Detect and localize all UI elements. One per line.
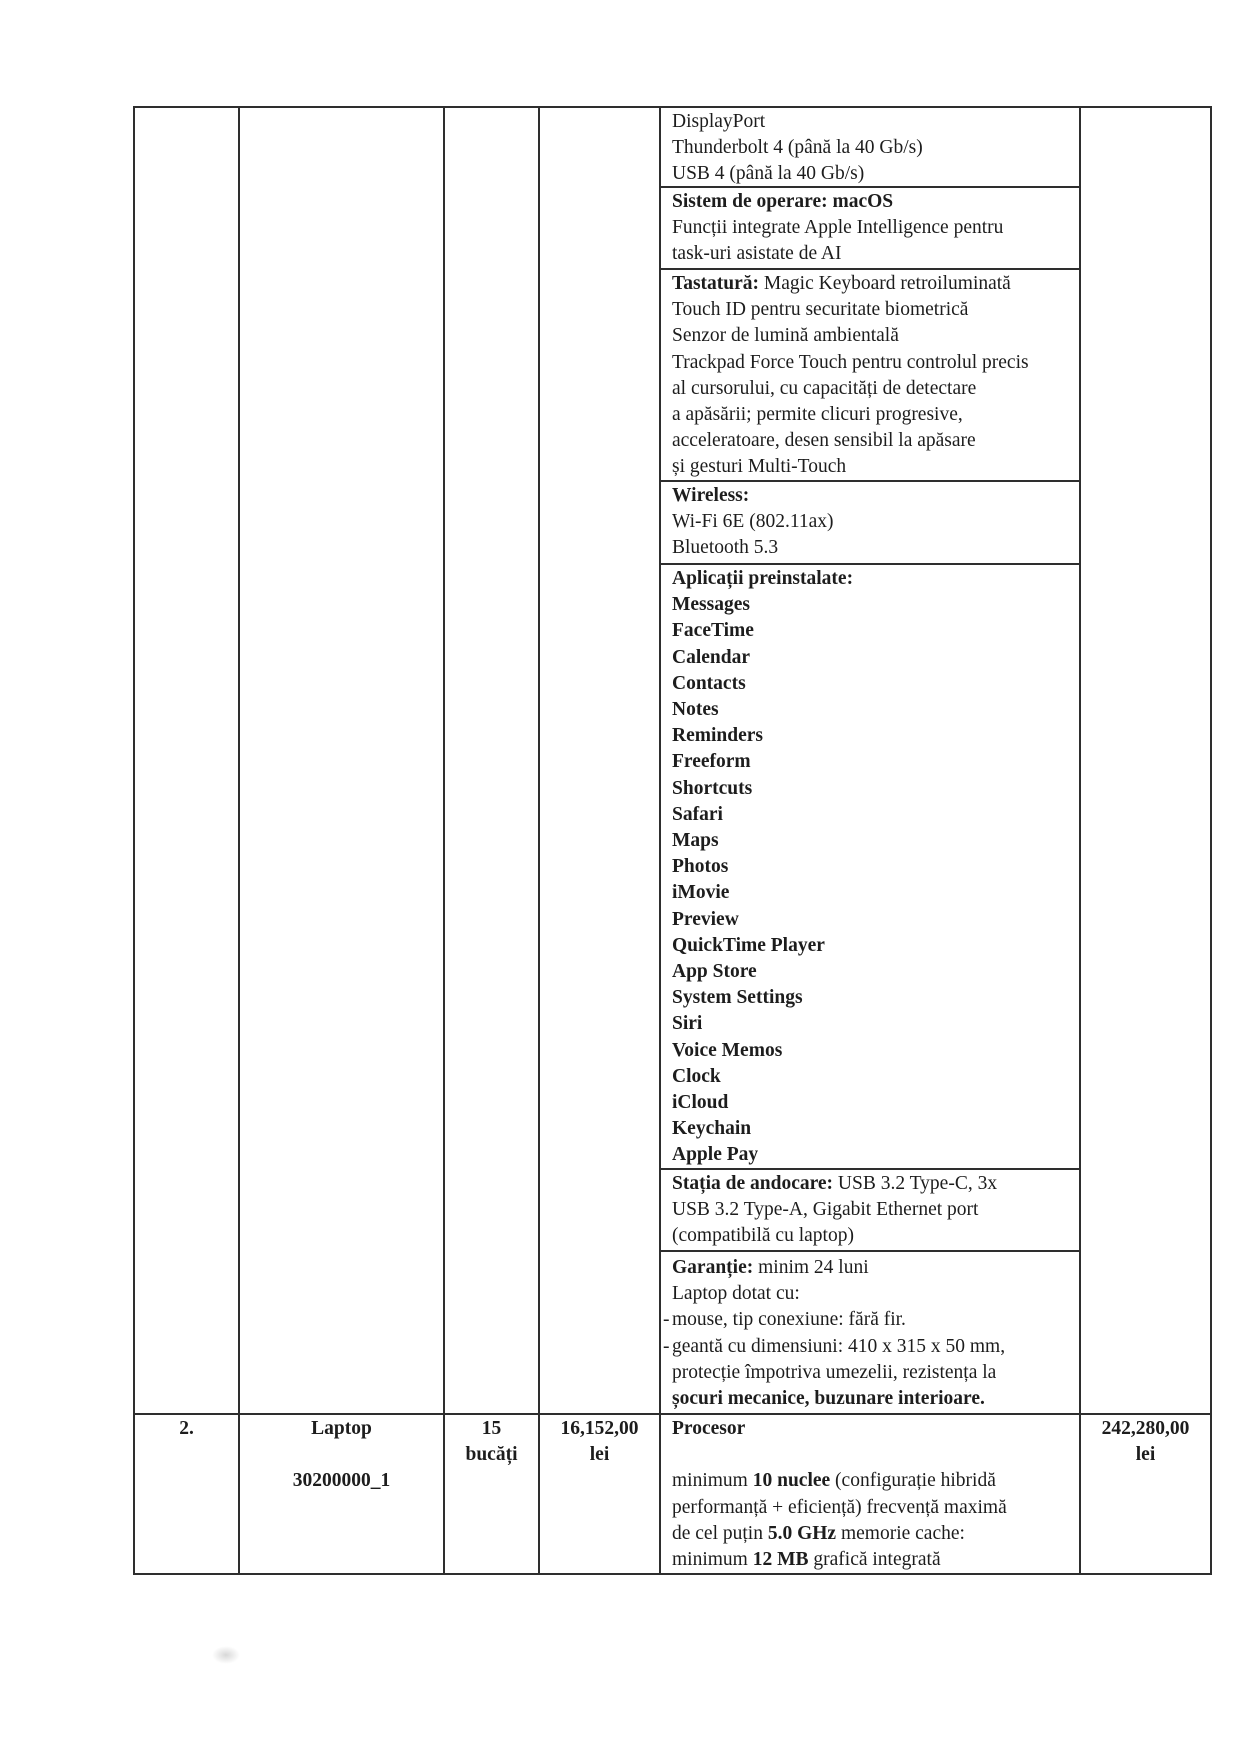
procurement-spec-table xyxy=(133,106,1212,1575)
text-segment: FaceTime xyxy=(672,620,754,642)
text-segment: USB 4 (până la 40 Gb/s) xyxy=(672,163,865,185)
spec-line xyxy=(672,1495,1073,1521)
text-segment: Preview xyxy=(672,908,739,930)
spec-line xyxy=(672,1386,1073,1412)
text-segment: System Settings xyxy=(672,987,803,1009)
spec-section-keyboard xyxy=(661,270,1079,482)
row2-total-price-cell xyxy=(1081,1415,1210,1573)
text-segment: Shortcuts xyxy=(672,777,753,799)
spec-section-preinstalled-apps xyxy=(661,565,1079,1170)
text-segment: a apăsării; permite clicuri progresive, xyxy=(672,404,963,426)
spec-line xyxy=(672,297,1073,323)
spec-line xyxy=(672,454,1073,480)
total-price-value: 242,280,00 xyxy=(1101,1418,1190,1439)
text-segment: Wireless: xyxy=(672,485,750,506)
row1-total-price-cell xyxy=(1081,108,1210,1415)
row2-spec-cell xyxy=(661,1415,1081,1573)
spec-line xyxy=(672,1038,1073,1064)
spec-line xyxy=(672,215,1073,241)
text-segment: protecție împotriva umezelii, rezistența la xyxy=(672,1361,997,1383)
text-segment: Magic Keyboard retroiluminată xyxy=(759,273,1011,294)
row1-item-number-cell xyxy=(135,108,240,1415)
text-segment: Photos xyxy=(672,856,729,878)
item-name: Laptop xyxy=(311,1418,372,1439)
text-segment: Safari xyxy=(672,803,723,825)
row2-quantity-cell xyxy=(445,1415,540,1573)
spec-line xyxy=(672,828,1073,854)
row2-item-number xyxy=(135,1415,240,1573)
text-segment: minim 24 luni xyxy=(753,1257,869,1278)
row2-unit-price-cell xyxy=(540,1415,661,1573)
text-segment: Laptop dotat cu: xyxy=(672,1283,800,1305)
text-segment: geantă cu dimensiuni: 410 x 315 x 50 mm, xyxy=(672,1335,1006,1357)
spec-line xyxy=(672,1281,1073,1307)
text-segment: Garanție: xyxy=(672,1257,754,1278)
spec-line xyxy=(672,1116,1073,1142)
spec-line xyxy=(672,854,1073,880)
text-segment: memorie cache: xyxy=(836,1522,965,1544)
text-segment: mouse, tip conexiune: fără fir. xyxy=(672,1309,906,1331)
spec-line xyxy=(672,428,1073,454)
text-segment: Clock xyxy=(672,1065,721,1087)
text-segment: Messages xyxy=(672,594,750,616)
text-segment: 10 nuclee xyxy=(752,1470,831,1492)
spec-line xyxy=(672,1547,1073,1573)
text-segment: Stația de andocare: xyxy=(672,1173,834,1194)
item-cpv-code: 30200000_1 xyxy=(292,1470,391,1492)
spec-line xyxy=(672,566,1073,592)
text-segment: 5.0 GHz xyxy=(767,1522,837,1544)
text-segment: Senzor de lumină ambientală xyxy=(672,325,899,347)
spec-line xyxy=(672,1090,1073,1116)
text-segment: de cel puțin xyxy=(672,1522,768,1544)
text-segment: USB 3.2 Type-A, Gigabit Ethernet port xyxy=(672,1199,979,1221)
spec-line xyxy=(672,402,1073,428)
text-segment: QuickTime Player xyxy=(672,934,825,956)
spec-line xyxy=(672,1064,1073,1090)
spec-line xyxy=(672,1521,1073,1547)
spec-line xyxy=(672,189,1073,215)
text-segment: Aplicații preinstalate: xyxy=(672,568,854,589)
text-segment: Thunderbolt 4 (până la 40 Gb/s) xyxy=(672,137,923,159)
spec-line xyxy=(672,1255,1073,1281)
text-segment: Sistem de operare: macOS xyxy=(672,191,894,212)
spec-section-os xyxy=(661,188,1079,270)
text-segment: Keychain xyxy=(672,1118,752,1140)
spec-line xyxy=(672,1197,1073,1223)
text-segment: și gesturi Multi-Touch xyxy=(672,456,847,478)
text-segment: 12 MB xyxy=(752,1549,809,1570)
spec-line xyxy=(672,241,1073,267)
spec-line xyxy=(672,135,1073,161)
spec-line xyxy=(672,933,1073,959)
text-segment: minimum xyxy=(672,1549,753,1570)
item-name-spacer xyxy=(240,1442,443,1468)
text-segment: Reminders xyxy=(672,725,763,747)
list-dash: - xyxy=(663,1309,670,1331)
row2-item-name-cell xyxy=(240,1415,445,1573)
quantity-value: 15 xyxy=(481,1418,502,1439)
scan-artifact xyxy=(212,1646,240,1664)
text-segment: Apple Pay xyxy=(672,1144,759,1166)
spec-line xyxy=(672,749,1073,775)
text-segment: Siri xyxy=(672,1013,703,1035)
spec-line xyxy=(672,776,1073,802)
row1-unit-price-cell xyxy=(540,108,661,1415)
spec-line xyxy=(672,671,1073,697)
text-segment: grafică integrată xyxy=(808,1549,941,1570)
row1-item-name-cell xyxy=(240,108,445,1415)
spec-line xyxy=(672,645,1073,671)
spec-line xyxy=(672,618,1073,644)
text-segment: șocuri mecanice, buzunare interioare. xyxy=(672,1388,985,1410)
item-number-text: 2. xyxy=(179,1418,194,1439)
spec-line xyxy=(672,1468,1073,1494)
spec-line xyxy=(672,1142,1073,1168)
text-segment: Contacts xyxy=(672,672,746,694)
spec-line xyxy=(672,323,1073,349)
text-segment: (configurație hibridă xyxy=(830,1470,996,1492)
list-dash: - xyxy=(663,1335,670,1357)
text-segment: iCloud xyxy=(672,1092,729,1114)
text-segment: Freeform xyxy=(672,751,751,773)
spec-line xyxy=(672,592,1073,618)
text-segment: al cursorului, cu capacități de detectare xyxy=(672,377,977,399)
spec-line xyxy=(672,483,1073,509)
text-segment: Bluetooth 5.3 xyxy=(672,537,779,559)
spec-section-warranty xyxy=(661,1252,1079,1415)
row1-quantity-cell xyxy=(445,108,540,1415)
text-segment: Wi-Fi 6E (802.11ax) xyxy=(672,511,834,533)
spec-line xyxy=(672,907,1073,933)
spec-section-ports-continuation xyxy=(661,108,1079,188)
unit-price-value: 16,152,00 xyxy=(560,1418,639,1439)
spec-line xyxy=(672,509,1073,535)
spec-line xyxy=(672,1360,1073,1386)
text-segment: acceleratoare, desen sensibil la apăsare xyxy=(672,430,976,452)
text-segment: minimum xyxy=(672,1470,753,1492)
spec-line xyxy=(672,985,1073,1011)
spec-line xyxy=(663,1307,1073,1333)
text-segment: Touch ID pentru securitate biometrică xyxy=(672,299,969,321)
spec-section-wireless xyxy=(661,482,1079,565)
spec-line xyxy=(672,350,1073,376)
text-segment: performanță + eficiență) frecvență maximă xyxy=(672,1496,1007,1518)
spec-line xyxy=(672,723,1073,749)
spec-line xyxy=(672,959,1073,985)
text-segment: Tastatură: xyxy=(672,273,760,294)
spec-section-docking-station xyxy=(661,1170,1079,1252)
text-segment: Procesor xyxy=(672,1418,746,1439)
text-segment: task-uri asistate de AI xyxy=(672,243,842,265)
spec-line xyxy=(672,1223,1073,1249)
text-segment: iMovie xyxy=(672,882,730,904)
text-segment: DisplayPort xyxy=(672,111,766,132)
spec-line xyxy=(672,109,1073,135)
text-segment: Funcții integrate Apple Intelligence pentru xyxy=(672,217,1004,239)
total-price-currency: lei xyxy=(1135,1444,1156,1466)
text-segment: USB 3.2 Type-C, 3x xyxy=(833,1173,998,1194)
text-segment: Trackpad Force Touch pentru controlul precis xyxy=(672,351,1029,373)
spec-line xyxy=(672,535,1073,561)
text-segment: Notes xyxy=(672,699,719,721)
spec-line xyxy=(672,271,1073,297)
text-segment: App Store xyxy=(672,961,757,983)
text-segment: Voice Memos xyxy=(672,1039,783,1061)
spec-line xyxy=(672,376,1073,402)
spec-line xyxy=(672,161,1073,187)
spec-line xyxy=(672,802,1073,828)
text-segment: Calendar xyxy=(672,646,750,668)
spec-line xyxy=(672,1171,1073,1197)
quantity-unit: bucăți xyxy=(465,1444,518,1466)
text-segment: Maps xyxy=(672,830,719,852)
spec-line xyxy=(663,1334,1073,1360)
text-segment: (compatibilă cu laptop) xyxy=(672,1225,854,1247)
spec-line xyxy=(672,880,1073,906)
row1-spec-cell xyxy=(661,108,1081,1415)
spec-line xyxy=(672,1442,1073,1468)
unit-price-currency: lei xyxy=(589,1444,610,1466)
spec-line xyxy=(672,697,1073,723)
spec-line xyxy=(672,1011,1073,1037)
spec-line xyxy=(672,1416,1073,1442)
